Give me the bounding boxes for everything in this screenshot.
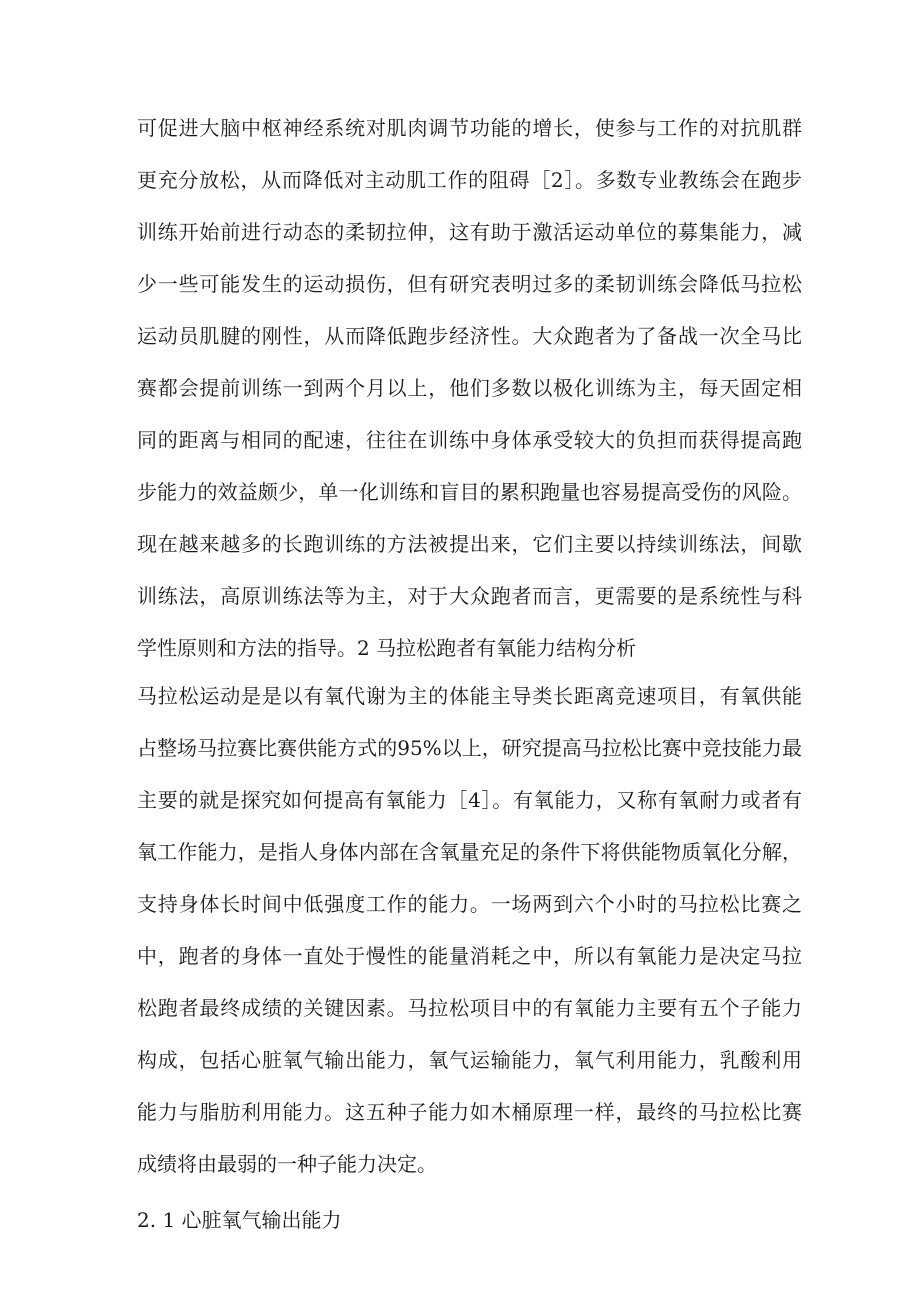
paragraph-line: 成绩将由最弱的一种子能力决定。 [137, 1152, 437, 1176]
paragraph-line: 能力与脂肪利用能力。这五种子能力如木桶原理一样，最终的马拉松比赛 [137, 1100, 802, 1124]
paragraph-line: 同的距离与相同的配速，往往在训练中身体承受较大的负担而获得提高跑 [137, 428, 802, 452]
paragraph-line: 主要的就是探究如何提高有氧能力［4］。有氧能力，又称有氧耐力或者有 [137, 788, 802, 812]
paragraph-line: 运动员肌腱的刚性，从而降低跑步经济性。大众跑者为了备战一次全马比 [137, 324, 802, 348]
paragraph-line: 占整场马拉赛比赛供能方式的95%以上，研究提高马拉松比赛中竞技能力最 [137, 736, 802, 760]
paragraph-line: 更充分放松，从而降低对主动肌工作的阻碍［2］。多数专业教练会在跑步 [137, 168, 802, 192]
paragraph-line: 训练开始前进行动态的柔韧拉伸，这有助于激活运动单位的募集能力，减 [137, 220, 802, 244]
paragraph-line: 现在越来越多的长跑训练的方法被提出来，它们主要以持续训练法，间歇 [137, 532, 802, 556]
paragraph-line: 马拉松运动是是以有氧代谢为主的体能主导类长距离竞速项目，有氧供能 [137, 684, 802, 708]
section-heading-text: 2. 1 心脏氧气输出能力 [137, 1208, 342, 1232]
paragraph-line: 中，跑者的身体一直处于慢性的能量消耗之中，所以有氧能力是决定马拉 [137, 944, 802, 968]
paragraph-line: 松跑者最终成绩的关键因素。马拉松项目中的有氧能力主要有五个子能力 [137, 996, 802, 1020]
paragraph-line: 训练法，高原训练法等为主，对于大众跑者而言，更需要的是系统性与科 [137, 584, 802, 608]
paragraph-line: 氧工作能力，是指人身体内部在含氧量充足的条件下将供能物质氧化分解， [137, 840, 802, 864]
paragraph-line: 赛都会提前训练一到两个月以上，他们多数以极化训练为主，每天固定相 [137, 376, 802, 400]
paragraph-line: 可促进大脑中枢神经系统对肌肉调节功能的增长，使参与工作的对抗肌群 [137, 116, 802, 140]
paragraph-line: 少一些可能发生的运动损伤，但有研究表明过多的柔韧训练会降低马拉松 [137, 272, 802, 296]
paragraph-line: 学性原则和方法的指导。2 马拉松跑者有氧能力结构分析 [137, 636, 637, 660]
paragraph-line: 步能力的效益颇少，单一化训练和盲目的累积跑量也容易提高受伤的风险。 [137, 480, 802, 504]
paragraph-line: 支持身体长时间中低强度工作的能力。一场两到六个小时的马拉松比赛之 [137, 892, 802, 916]
paragraph-line: 构成，包括心脏氧气输出能力，氧气运输能力，氧气利用能力，乳酸利用 [137, 1048, 802, 1072]
